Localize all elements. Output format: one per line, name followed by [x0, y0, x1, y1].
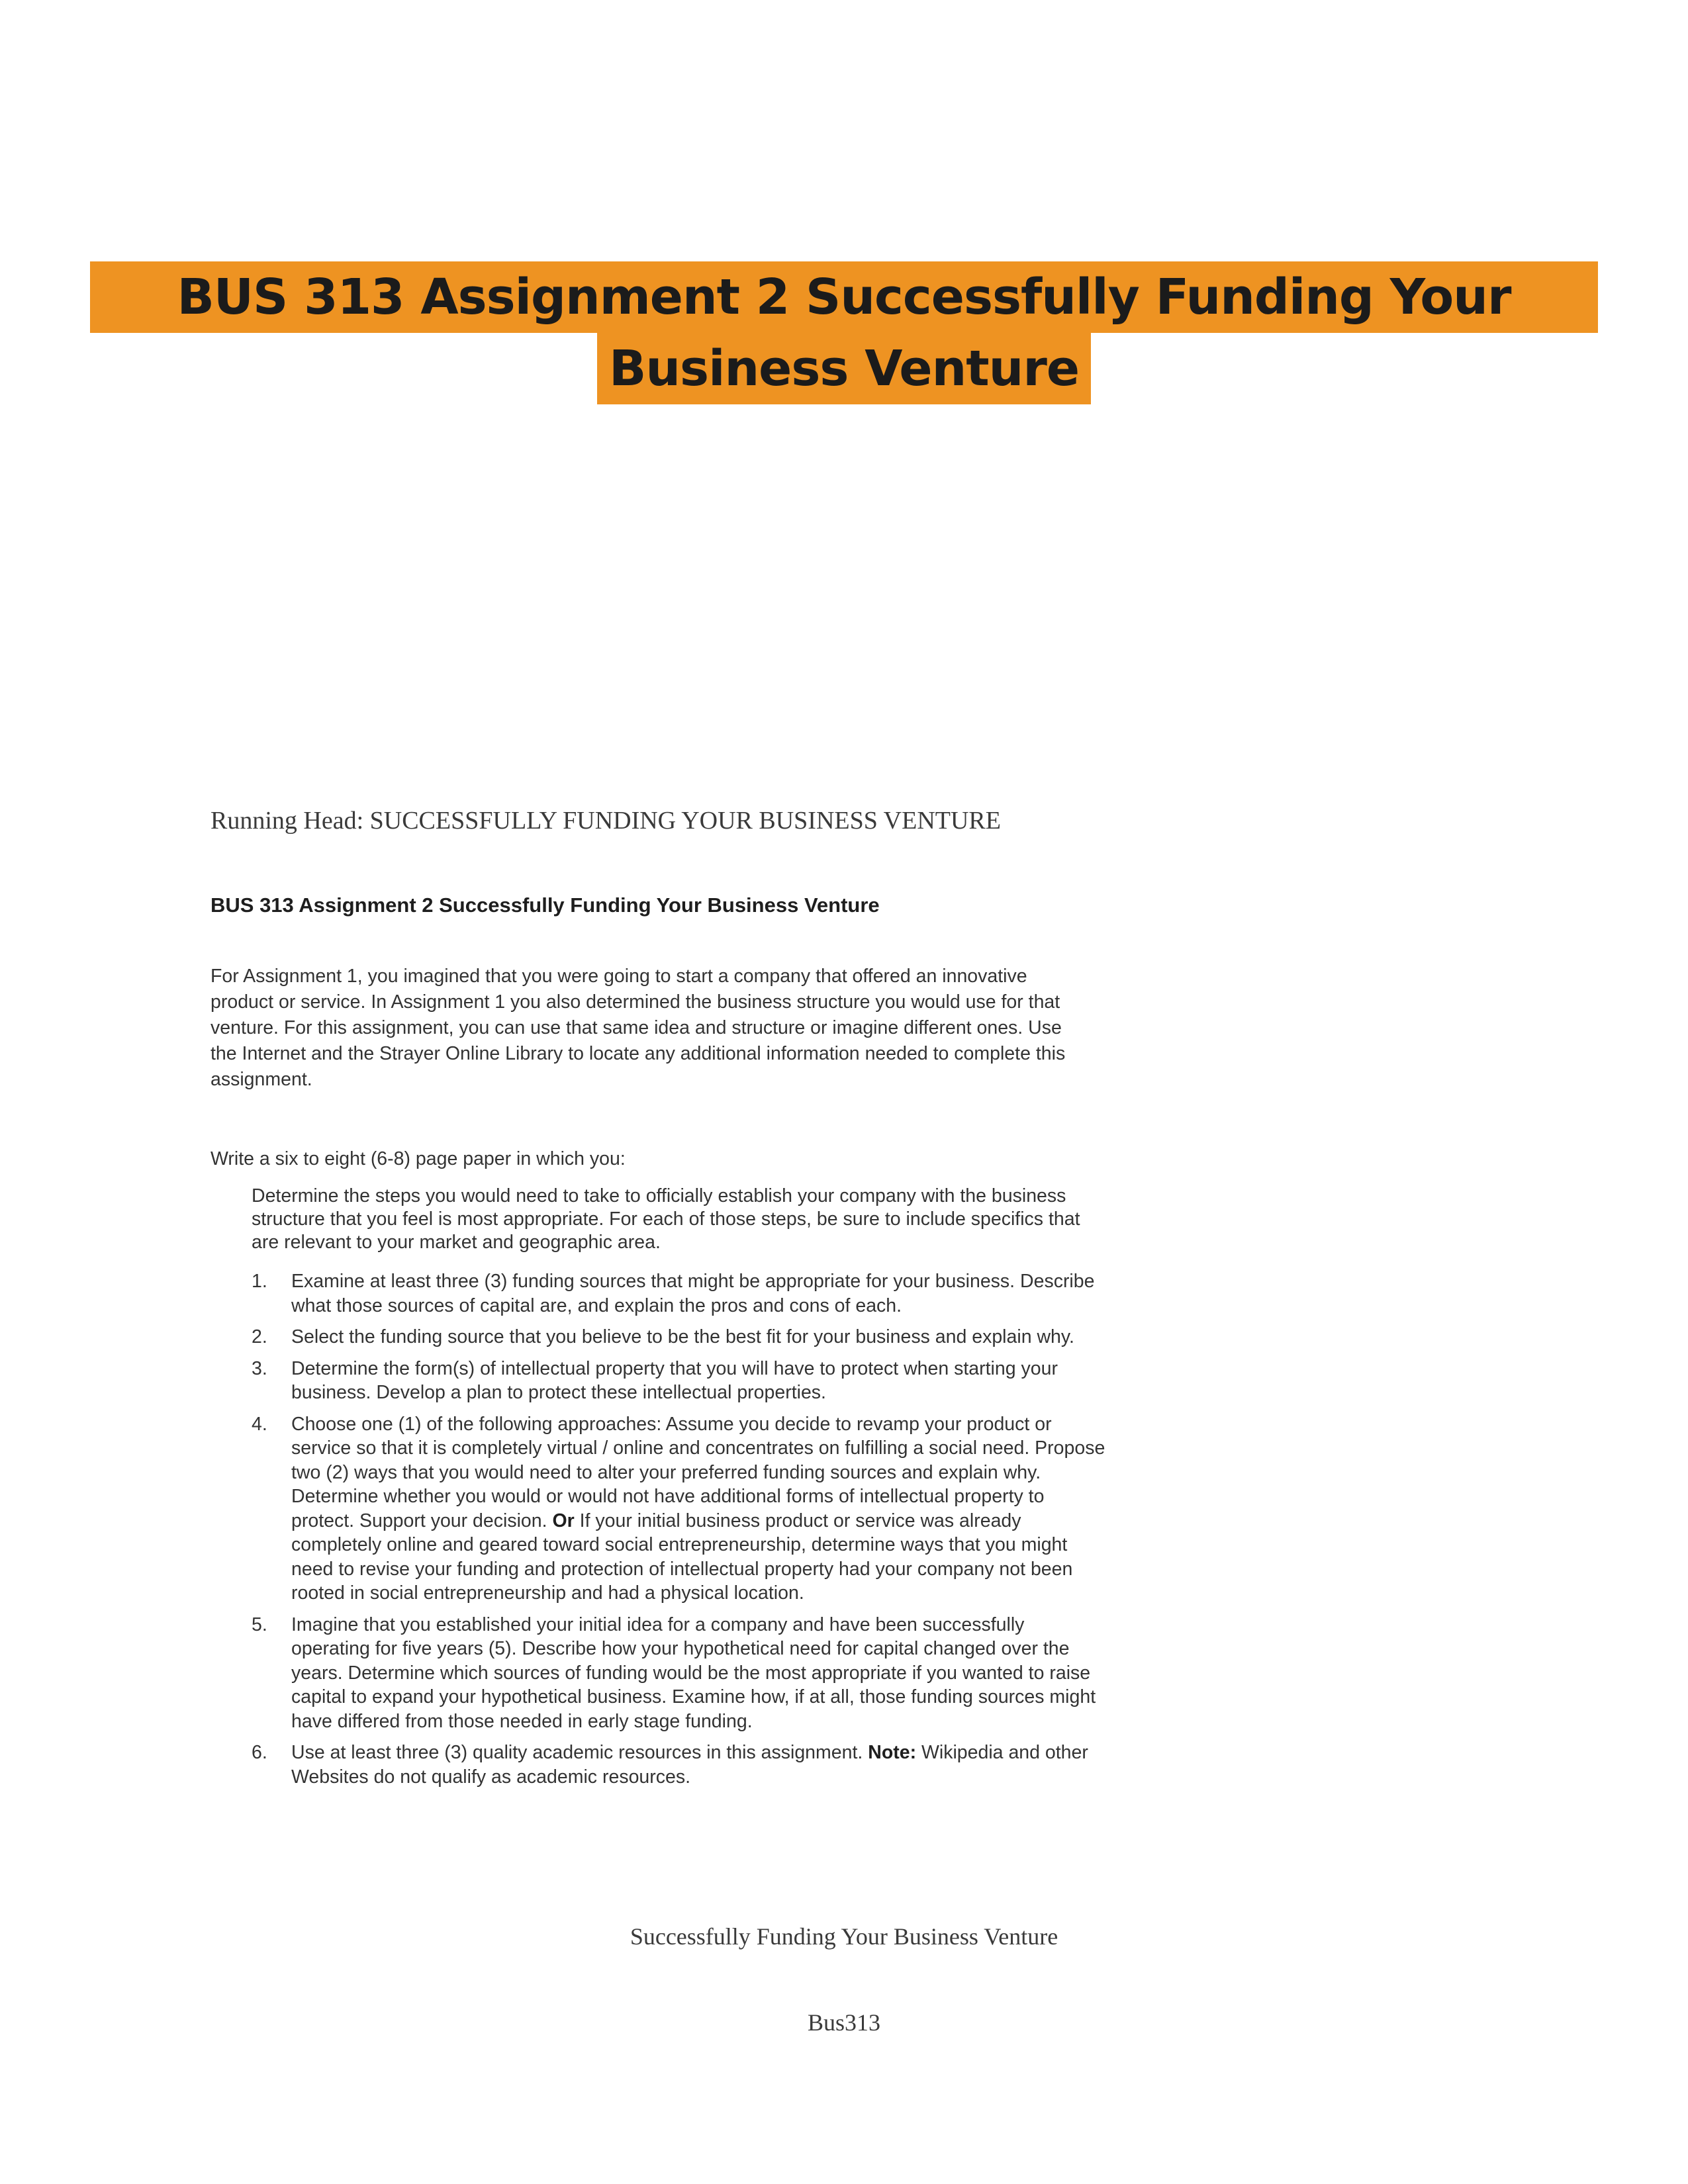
title-banner — [0, 261, 1688, 404]
step-line: have differed from those needed in early stage funding. — [291, 1710, 753, 1732]
intro-line: the Internet and the Strayer Online Library to locate any additional information needed to complete this — [211, 1043, 1066, 1064]
step-text: Wikipedia and other — [916, 1742, 1088, 1763]
list-item — [252, 1412, 1244, 1606]
step-emphasis: Or — [552, 1510, 575, 1531]
step-emphasis: Note: — [868, 1742, 917, 1763]
step-number: 4. — [252, 1413, 267, 1435]
determine-line: are relevant to your market and geographic area. — [252, 1232, 661, 1253]
running-head: Running Head: SUCCESSFULLY FUNDING YOUR BUSINESS VENTURE — [211, 807, 1001, 835]
step-line: rooted in social entrepreneurship and had a physical location. — [291, 1582, 804, 1604]
list-item — [252, 1325, 1244, 1349]
step-number: 2. — [252, 1326, 267, 1347]
instructions-lead: Write a six to eight (6-8) page paper in which you: — [211, 1148, 626, 1169]
step-text: Use at least three (3) quality academic resources in this assignment. — [291, 1742, 868, 1763]
list-item — [252, 1269, 1244, 1318]
intro-line: For Assignment 1, you imagined that you were going to start a company that offered an innovative — [211, 966, 1027, 987]
intro-line: product or service. In Assignment 1 you also determined the business structure you would use for that — [211, 991, 1060, 1013]
step-number: 1. — [252, 1271, 267, 1292]
document-heading: BUS 313 Assignment 2 Successfully Funding Your Business Venture — [211, 893, 880, 917]
step-line: two (2) ways that you would need to alter your preferred funding sources and explain why. — [291, 1461, 1041, 1483]
step-line: Imagine that you established your initial idea for a company and have been successfully — [291, 1614, 1025, 1635]
list-item — [252, 1741, 1244, 1789]
step-line: Determine the form(s) of intellectual property that you will have to protect when starting your — [291, 1357, 1058, 1379]
step-number: 6. — [252, 1742, 267, 1763]
step-line: need to revise your funding and protection of intellectual property had your company not been — [291, 1558, 1073, 1580]
intro-line: assignment. — [211, 1069, 312, 1090]
list-item — [252, 1357, 1244, 1405]
step-text: protect. Support your decision. — [291, 1510, 553, 1531]
step-line: completely online and geared toward social entrepreneurship, determine ways that you might — [291, 1534, 1068, 1555]
step-line: Examine at least three (3) funding sources that might be appropriate for your business. Describe — [291, 1271, 1095, 1292]
determine-line: Determine the steps you would need to take to officially establish your company with the business — [252, 1185, 1066, 1206]
step-line: Choose one (1) of the following approaches: Assume you decide to revamp your product or — [291, 1413, 1052, 1435]
determine-line: structure that you feel is most appropriate. For each of those steps, be sure to include specifics that — [252, 1208, 1080, 1230]
step-number: 5. — [252, 1614, 267, 1635]
step-line: Determine whether you would or would not have additional forms of intellectual property to — [291, 1486, 1045, 1507]
step-line: business. Develop a plan to protect these intellectual properties. — [291, 1382, 826, 1403]
step-line: capital to expand your hypothetical business. Examine how, if at all, those funding sources might — [291, 1686, 1096, 1707]
step-line: operating for five years (5). Describe how your hypothetical need for capital changed over the — [291, 1638, 1070, 1659]
banner-title-line-2: Business Venture — [597, 333, 1091, 404]
step-line: what those sources of capital are, and explain the pros and cons of each. — [291, 1295, 902, 1316]
determine-paragraph — [252, 1185, 1231, 1254]
intro-line: venture. For this assignment, you can use that same idea and structure or imagine different ones. Use — [211, 1017, 1062, 1038]
step-text: If your initial business product or service was already — [574, 1510, 1021, 1531]
list-item — [252, 1613, 1244, 1734]
step-line: Websites do not qualify as academic resources. — [291, 1766, 691, 1788]
title-page-course: Bus313 — [807, 2009, 881, 2036]
step-line: service so that it is completely virtual / online and concentrates on fulfilling a social need. Propose — [291, 1437, 1105, 1459]
step-number: 3. — [252, 1357, 267, 1379]
step-line — [291, 1509, 1244, 1533]
intro-paragraph — [211, 964, 1243, 1093]
step-line — [291, 1741, 1244, 1765]
step-line: years. Determine which sources of funding would be the most appropriate if you wanted to raise — [291, 1662, 1091, 1684]
assignment-steps-list — [252, 1269, 1244, 1796]
step-line: Select the funding source that you believe to be the best fit for your business and explain why. — [291, 1326, 1074, 1347]
title-page-title: Successfully Funding Your Business Venture — [630, 1923, 1058, 1950]
banner-title-line-1: BUS 313 Assignment 2 Successfully Funding Your — [90, 261, 1598, 333]
